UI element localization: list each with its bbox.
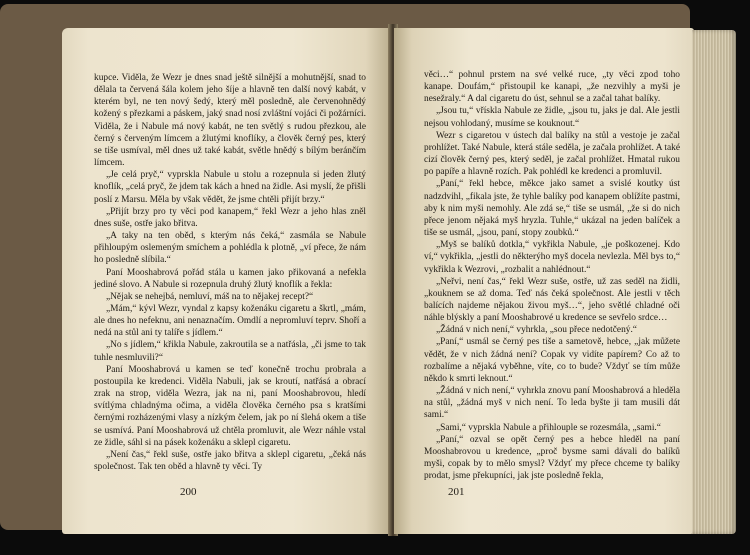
paragraph: „Není čas,“ řekl suše, ostře jako břitva a sklepl cigaretu, „čeká nás společnost. Tak ten oběd a hlavně ty věci. Ty (94, 449, 366, 472)
paragraph: Paní Mooshabrová pořád stála u kamen jako přikovaná a nefekla jediné slovo. A Nabule si rozepnula druhý žlutý knoflík a řekla: (94, 267, 366, 290)
right-page-text (424, 69, 680, 482)
paragraph: Paní Mooshabrová u kamen se teď konečně trochu probrala a postoupila ke kredenci. Viděla Nabuli, jak se kroutí, natřásá a obrací zrak na strop, viděla Wezra, jak na ni, paní Mooshabrovou, hledí svítlýma chladnýma očima, a viděla člověka černého psa s kratšími černými rozházenými vlasy a nízkým čelem, jak po ní šlehá okem a tiše se usmívá. Paní Mooshabrová už chtěla promluvit, ale Wezr náhle vstal ze židle, sáhl si na pásek koženáku a sklepl cigaretu. (94, 364, 366, 448)
page-stack-edge (692, 30, 736, 534)
paragraph: „Žádná v nich není,“ vyhrkla znovu paní Mooshabrová a hleděla na stůl, „žádná myš v nich není. To leda byšte ji tam musili dát sami.“ (424, 386, 680, 421)
paragraph: „Je celá pryč,“ vyprskla Nabule u stolu a rozepnula si jeden žlutý knoflík, „celá pryč, že jdem tak kách a hned na židle. Asi myslí, že přišli poslí z Marsu. Měla by však vědět, že jsme chtěli přijít brzy.“ (94, 170, 366, 205)
paragraph: „Sami,“ vyprskla Nabule a přihlouple se rozesmála, „sami.“ (436, 422, 661, 433)
paragraph: kupce. Viděla, že Wezr je dnes snad ještě silnější a mohutnější, snad to dělala ta červená šála kolem jeho šíje a hlavně ten další nový kabát, v kterém byl, ne ten nový šedý, který měl posledně, ale červenohnědý kožený s přezkami a páskem, jaký snad nosí zvláštní vojáci či požárníci. Viděla, že i Nabule má nový kabát, ne ten světlý s rudou přezkou, ale černý s červeným límcem a žlutými knoflíky, a člověk černý pes, který se tiše usmíval, měl dnes už také kabát, světle hnědý s bílým beránčím límcem. (94, 73, 366, 169)
right-page (394, 28, 694, 534)
open-book (52, 14, 742, 544)
paragraph: „Přijít brzy pro ty věci pod kanapem,“ řekl Wezr a jeho hlas zněl dnes suše, ostře jako břitva. (94, 206, 366, 229)
paragraph: Wezr s cigaretou v ústech dal balíky na stůl a vestoje je začal prohlížet. Také Nabule, která stále seděla, je začala prohlížet. A také cizí člověk černý pes, který seděl, je začal prohlížet. Hmatal rukou po papíře a hlavně rozích. Pak pohlédl ke kredenci a promluvil. (424, 130, 680, 178)
paragraph: „Jsou tu,“ vřískla Nabule ze židle, „jsou tu, jaks je dal. Ale jestli nejsou vohlodaný, musíme se kouknout.“ (424, 106, 680, 129)
paragraph: „Nějak se nehejbá, nemluví, máš na to nějakej recept?“ (106, 291, 314, 302)
paragraph: „A taky na ten oběd, s kterým nás čeká,“ zasmála se Nabule přihloupým oslemeným smíchem a pohlédla k plotně, „ví přece, že nám ho posledně slíbila.“ (94, 231, 366, 266)
page-number-right: 201 (448, 486, 465, 498)
left-page-text (94, 72, 366, 473)
paragraph: „Mám,“ kývl Wezr, vyndal z kapsy koženáku cigaretu a škrtl, „mám, ale dnes ho nefeknu, ani nenaznačím. Omdlí a nepromluví teprv. Shoří a nedá na stůl ani ty talíře s jídlem.“ (94, 303, 366, 339)
paragraph: „Žádná v nich není,“ vyhrkla, „sou přece nedotčený.“ (436, 325, 637, 336)
paragraph: „Neřvi, není čas,“ řekl Wezr suše, ostře, už zas seděl na židli, „kouknem se až doma. Teď nás čeká společnost. Ale jestli v těch balících najdeme nějakou živou myš…“, jeho světlé chladné oči náhle blýskly a paní Mooshabrové u kredence se sevřelo srdce… (424, 276, 680, 324)
paragraph: „Paní,“ řekl hebce, měkce jako samet a svislé koutky úst nadzdvihl, „fikala jste, že tyhle balíky pod kanapem oblížíte pastmi, aby k nim myši nemohly. Ale zdá se,“ tiše se usmál, „že si do nich přece jenom nějaká myš hryzla. Tuhle,“ ukázal na jeden balíček a tiše se usmál, „jsou, paní, stopy zoubků.“ (424, 179, 680, 239)
left-page (62, 28, 392, 534)
paragraph: „Myš se balíků dotkla,“ vykřikla Nabule, „je poškozenej. Kdo ví,“ vykřikla, „jestli do některýho myš docela nevlezla. Měl bys to,“ vykřikla k Wezrovi, „rozbalit a nahlédnout.“ (424, 240, 680, 275)
paragraph: „Paní,“ ozval se opět černý pes a hebce hleděl na paní Mooshabrovou u kredence, „proč bysme sami dávali do balíků myši, copak by to mělo smysl? Vždyť my přece chceme ty balíky prodat, jsme překupníci, jak jste posledně řekla, (424, 434, 680, 482)
page-number-left: 200 (180, 486, 197, 498)
paragraph: „Paní,“ usmál se černý pes tiše a sametově, hebce, „jak můžete vědět, že v nich žádná není? Copak vy vidíte papírem? Co až to rozbalíme a nějaká vyběhne, víte, co to bude? Vždyť se tím může někdo k smrti leknout.“ (424, 337, 680, 384)
paragraph: věci…“ pohnul prstem na své velké ruce, „ty věci zpod toho kanape. Doufám,“ přistoupil ke kanapi, „že nezvihly a myši je nesežraly.“ A dal cigaretu do úst, sehnul se a začal tahat balíky. (424, 70, 680, 105)
paragraph: „No s jídlem,“ křikla Nabule, zakroutila se a natřásla, „či jsme to tak tuhle nesmluvili?“ (94, 340, 366, 363)
